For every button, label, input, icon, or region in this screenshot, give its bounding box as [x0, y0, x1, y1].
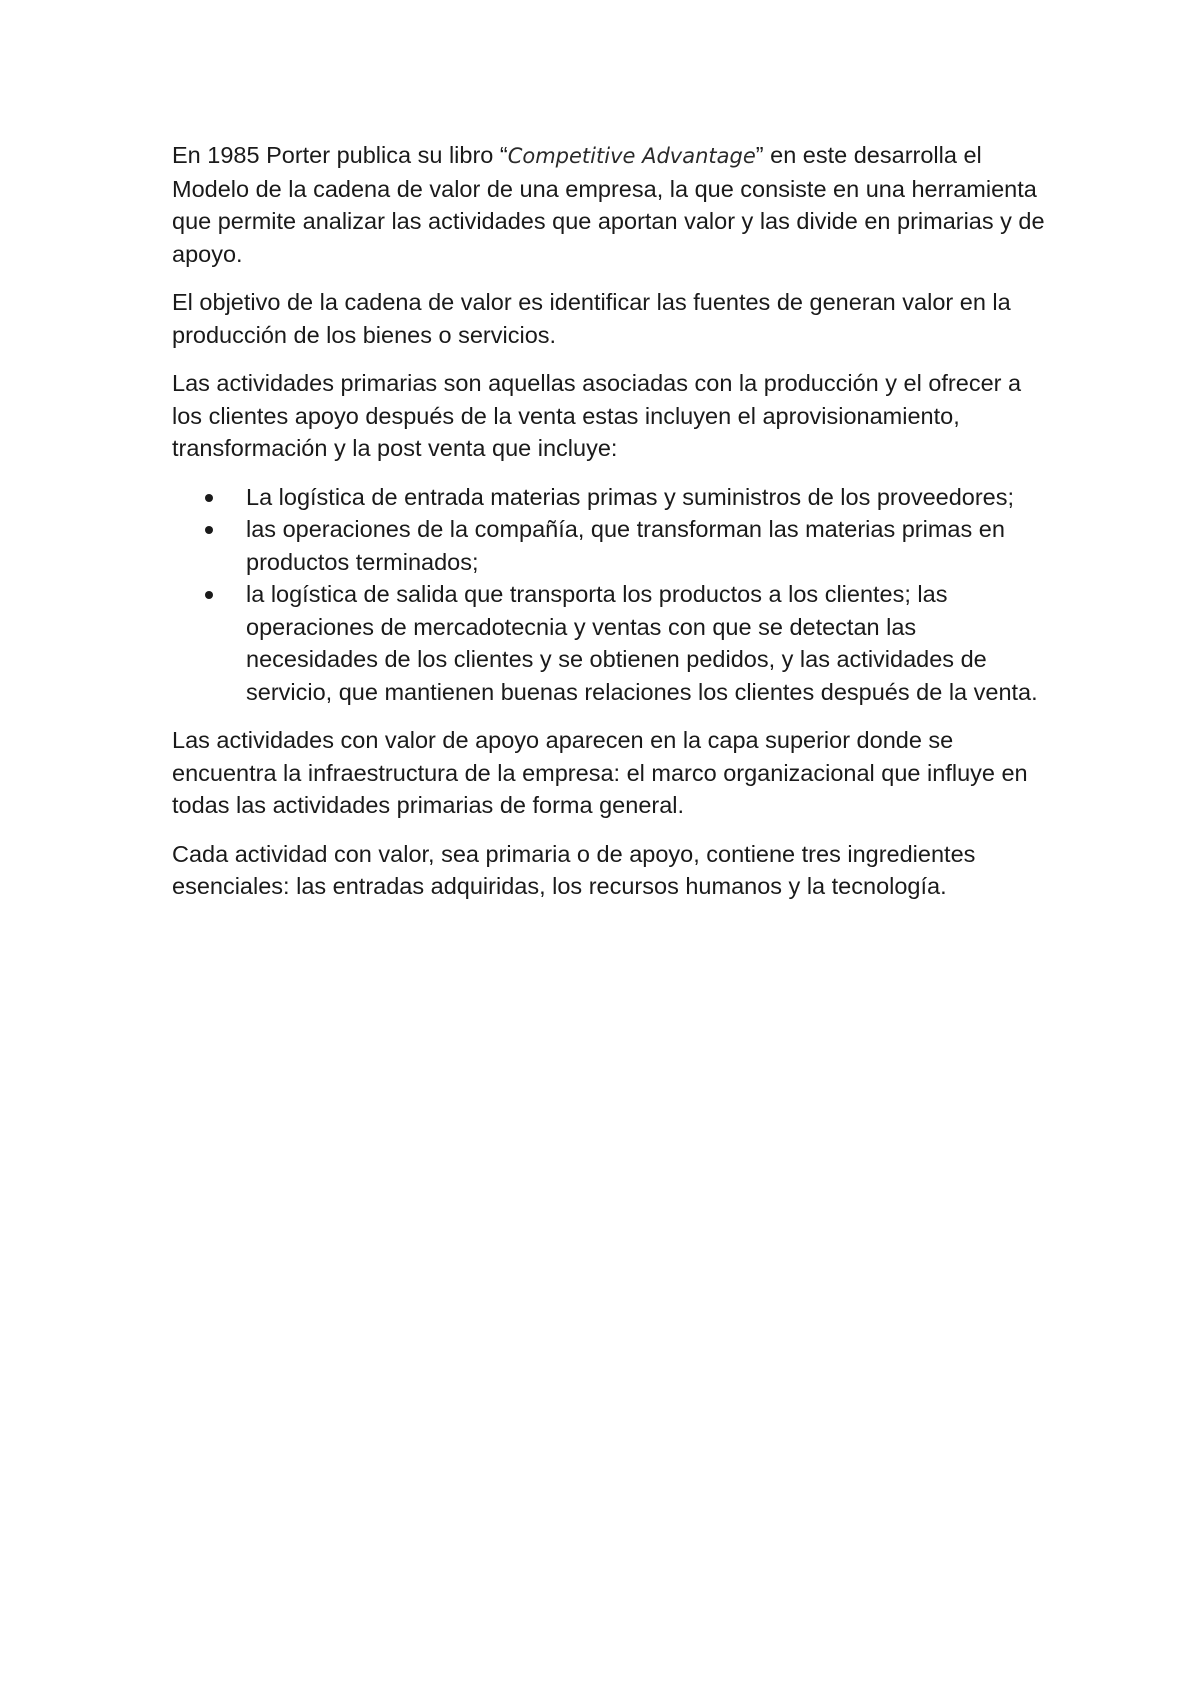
bullet-icon: [205, 494, 213, 502]
list-item: [246, 578, 1052, 708]
paragraph-intro: [172, 139, 1052, 270]
bullet-list: [172, 481, 1052, 709]
paragraph-support-activities: Las actividades con valor de apoyo aparecen en la capa superior donde se encuentra la infraestructura de la empresa: el marco organizacional que influye en todas las actividades primarias de forma general.: [172, 727, 1028, 818]
bullet-icon: [205, 591, 213, 599]
paragraph-primary-activities: Las actividades primarias son aquellas asociadas con la producción y el ofrecer a los clientes apoyo después de la venta estas incluyen el aprovisionamiento, transformación y la post venta que incluye:: [172, 370, 1022, 461]
paragraph-ingredients: Cada actividad con valor, sea primaria o de apoyo, contiene tres ingredientes esenciales: las entradas adquiridas, los recursos humanos y la tecnología.: [172, 840, 976, 899]
bullet-icon: [205, 526, 213, 534]
list-item: [246, 513, 1052, 578]
list-item-text: las operaciones de la compañía, que transforman las materias primas en productos terminados;: [246, 516, 1005, 575]
list-item: [246, 481, 1052, 514]
book-title: Competitive Advantage: [507, 144, 756, 168]
document-page: [172, 139, 1052, 919]
list-item-text: La logística de entrada materias primas y suministros de los proveedores;: [246, 483, 1015, 510]
list-item-text: la logística de salida que transporta los productos a los clientes; las operaciones de mercadotecnia y ventas con que se detectan las necesidades de los clientes y se obtienen pedidos, y las actividades de servicio, que mantienen buenas relaciones los clientes después de la venta.: [246, 581, 1038, 705]
paragraph-intro-end: ” en este desarrolla el Modelo de la cadena de valor de una empresa, la que consiste en una herramienta que permite analizar las actividades que aportan valor y las divide en primarias y de apoyo.: [172, 142, 1045, 267]
paragraph-intro-start: En 1985 Porter publica su libro “: [172, 142, 508, 168]
paragraph-objective: El objetivo de la cadena de valor es identificar las fuentes de generan valor en la producción de los bienes o servicios.: [172, 289, 1011, 348]
